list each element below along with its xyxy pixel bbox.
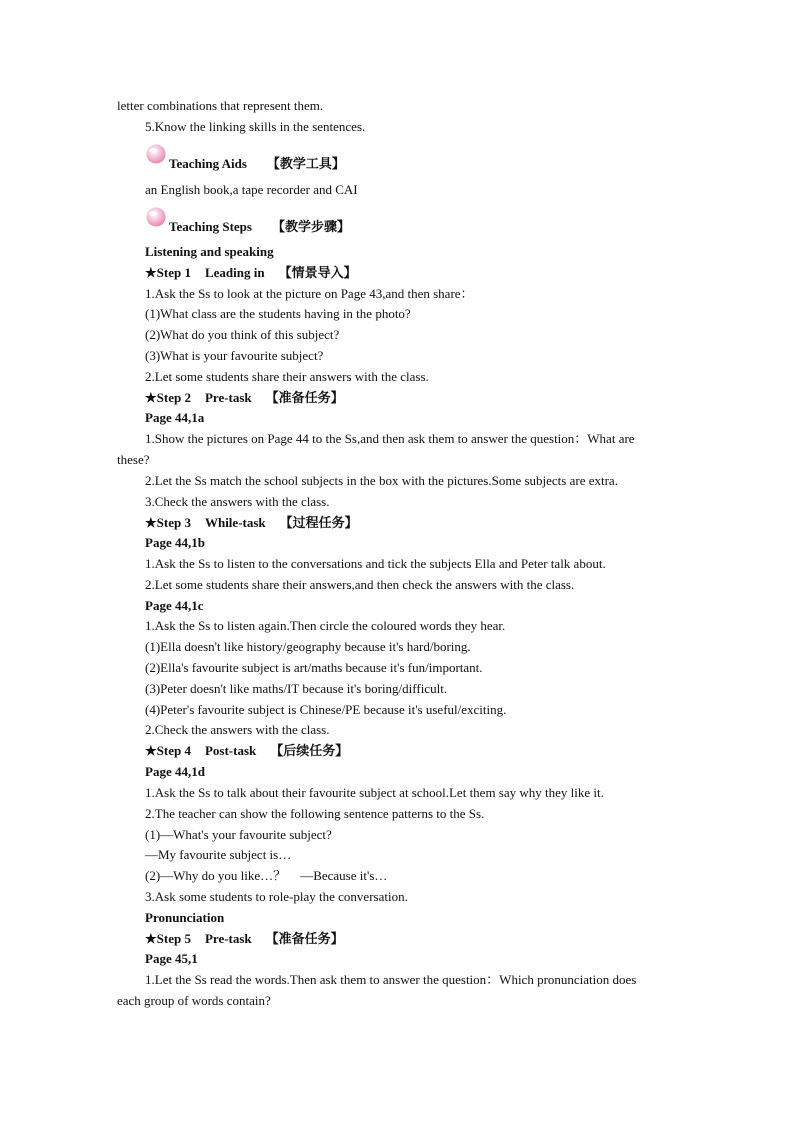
text-line (145, 868, 387, 884)
step-cn: 【情景导入】 (278, 265, 357, 280)
step-name: Pre-task (204, 390, 252, 405)
text-line: 2.Let some students share their answers,and then check the answers with the class. (145, 577, 575, 592)
text-line: (1)—What's your favourite subject? (145, 827, 332, 842)
text-line: these? (117, 452, 150, 467)
text-line: 3.Check the answers with the class. (145, 494, 330, 509)
page-reference: Page 44,1b (145, 535, 205, 550)
text-line: —My favourite subject is… (145, 847, 292, 862)
text-line: letter combinations that represent them. (117, 98, 324, 113)
text-line: 1.Show the pictures on Page 44 to the Ss,and then ask them to answer the question：What are (145, 431, 635, 446)
dialogue-answer: —Because it's… (300, 868, 388, 883)
text-line: 1.Ask the Ss to listen again.Then circle the coloured words they hear. (145, 618, 506, 633)
step-name: While-task (204, 515, 266, 530)
dialogue-question: (2)—Why do you like…？ (145, 868, 287, 883)
text-line: 1.Ask the Ss to listen to the conversations and tick the subjects Ella and Peter talk about. (145, 556, 606, 571)
step-cn: 【后续任务】 (270, 743, 349, 758)
text-line: 5.Know the linking skills in the sentences. (145, 119, 366, 134)
step-cn: 【准备任务】 (265, 390, 344, 405)
subsection-heading: Pronunciation (145, 910, 225, 925)
page-reference: Page 44,1a (145, 410, 205, 425)
step-heading (145, 743, 348, 759)
text-line: 3.Ask some students to role-play the conversation. (145, 889, 408, 904)
page-reference: Page 44,1c (145, 598, 204, 613)
section-heading-en: Teaching Aids (169, 156, 247, 171)
text-line: (2)What do you think of this subject? (145, 327, 340, 342)
step-label: ★Step 1 (145, 265, 191, 280)
step-heading (145, 390, 344, 406)
text-line: 1.Ask the Ss to look at the picture on Page 43,and then share： (145, 286, 474, 301)
step-label: ★Step 5 (145, 931, 191, 946)
bubble-icon (145, 206, 167, 228)
step-heading (145, 931, 344, 947)
step-cn: 【过程任务】 (279, 515, 358, 530)
page-reference: Page 44,1d (145, 764, 205, 779)
subsection-heading: Listening and speaking (145, 244, 274, 259)
section-heading-cn: 【教学工具】 (266, 156, 345, 171)
text-line: (3)Peter doesn't like maths/IT because it's boring/difficult. (145, 681, 448, 696)
section-heading-en: Teaching Steps (169, 219, 252, 234)
text-line: (4)Peter's favourite subject is Chinese/PE because it's useful/exciting. (145, 702, 507, 717)
step-name: Leading in (204, 265, 265, 280)
step-label: ★Step 4 (145, 743, 191, 758)
text-line: 2.The teacher can show the following sentence patterns to the Ss. (145, 806, 485, 821)
text-line: 1.Ask the Ss to talk about their favourite subject at school.Let them say why they like it. (145, 785, 604, 800)
text-line: (2)Ella's favourite subject is art/maths because it's fun/important. (145, 660, 483, 675)
step-cn: 【准备任务】 (265, 931, 344, 946)
step-heading (145, 265, 357, 281)
text-line: 2.Let the Ss match the school subjects in the box with the pictures.Some subjects are extra. (145, 473, 618, 488)
text-line: 2.Check the answers with the class. (145, 722, 330, 737)
text-line: (1)Ella doesn't like history/geography because it's hard/boring. (145, 639, 471, 654)
section-heading (169, 219, 350, 235)
step-label: ★Step 2 (145, 390, 191, 405)
text-line: 2.Let some students share their answers with the class. (145, 369, 429, 384)
step-name: Post-task (204, 743, 257, 758)
bubble-icon (145, 143, 167, 165)
text-line: each group of words contain? (117, 993, 271, 1008)
text-line: 1.Let the Ss read the words.Then ask them to answer the question：Which pronunciation does (145, 972, 637, 987)
section-heading (169, 156, 345, 172)
section-heading-cn: 【教学步骤】 (271, 219, 350, 234)
step-heading (145, 515, 358, 531)
text-line: an English book,a tape recorder and CAI (145, 182, 358, 197)
page-reference: Page 45,1 (145, 951, 198, 966)
text-line: (1)What class are the students having in the photo? (145, 306, 411, 321)
step-name: Pre-task (204, 931, 252, 946)
text-line: (3)What is your favourite subject? (145, 348, 324, 363)
step-label: ★Step 3 (145, 515, 191, 530)
